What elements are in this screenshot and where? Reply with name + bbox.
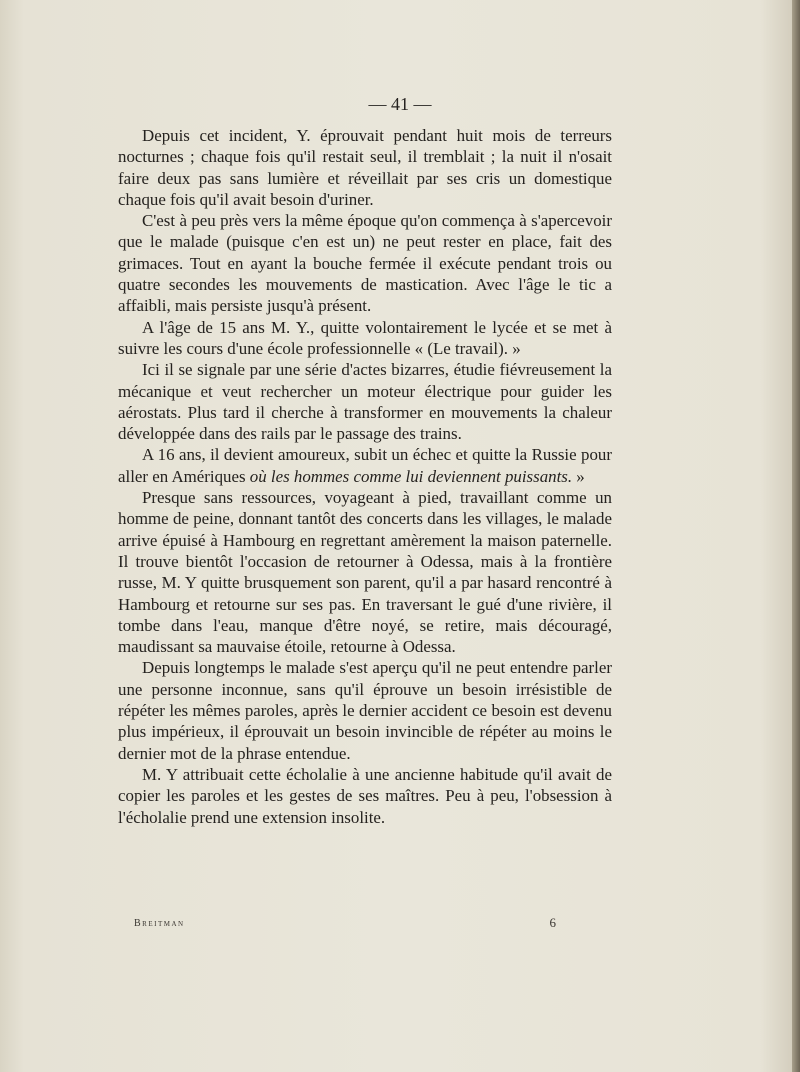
paragraph: Depuis cet incident, Y. éprouvait pendant huit mois de terreurs nocturnes ; chaque fois qu'il restait seul, il tremblait ; la nuit il n'osait faire deux pas sans lumière et réveillait par ses cris un domestique chaque fois qu'il avait besoin d'uriner.: [118, 126, 612, 209]
page-number: — 41 —: [368, 94, 432, 114]
paragraph-text: A 16 ans, il devient amoureux, subit un échec et quitte la Russie pour aller en Amériques: [118, 445, 612, 486]
paragraph: M. Y attribuait cette écholalie à une ancienne habitude qu'il avait de copier les paroles et les gestes de ses maîtres. Peu à peu, l'obsession à l'écholalie prend une extension insolite.: [118, 764, 612, 827]
closing-quote: »: [572, 466, 585, 486]
paragraph: Presque sans ressources, voyageant à pied, travaillant comme un homme de peine, donnant tantôt des concerts dans les villages, le malade arrive épuisé à Hambourg en regrettant amèrement la maison paternelle. Il trouve bientôt l'occasion de retourner à Odessa, mais à la frontière russe, M. Y quitte brusquement son parent, qu'il a par hasard rencontré à Hambourg et retourne sur ses pas. En traversant le gué d'une rivière, il tombe dans l'eau, manque d'être noyé, se retire, mais découragé, maudissant sa mauvaise étoile, retourne à Odessa.: [118, 488, 612, 657]
paragraph: A l'âge de 15 ans M. Y., quitte volontairement le lycée et se met à suivre les cours d'une école professionnelle « (Le travail). »: [118, 317, 612, 358]
paragraph: Depuis longtemps le malade s'est aperçu qu'il ne peut entendre parler une personne inconnue, sans qu'il éprouve un besoin irrésistible de répéter les mêmes paroles, après le dernier accident ce besoin est devenu plus impérieux, il éprouvait un besoin invincible de répéter au moins le dernier mot de la phrase entendue.: [118, 658, 612, 763]
footer-sheet-number: 6: [549, 915, 556, 930]
paragraph: [118, 444, 612, 487]
paragraph: C'est à peu près vers la même époque qu'on commença à s'apercevoir que le malade (puisque c'en est un) ne peut rester en place, fait des grimaces. Tout en ayant la bouche fermée il exécute pendant trois ou quatre secondes les mouvements de mastication. Avec l'âge le tic a affaibli, mais persiste jusqu'à présent.: [118, 211, 612, 316]
footer-author: Breitman: [134, 918, 185, 929]
italic-quote: où les hommes comme lui deviennent puissants.: [249, 466, 573, 486]
paragraph: Ici il se signale par une série d'actes bizarres, étudie fiévreusement la mécanique et veut rechercher un moteur électrique pour guider les aérostats. Plus tard il cherche à transformer en mouvements la chaleur développée dans des rails par le passage des trains.: [118, 360, 612, 444]
body-text: [118, 125, 612, 828]
